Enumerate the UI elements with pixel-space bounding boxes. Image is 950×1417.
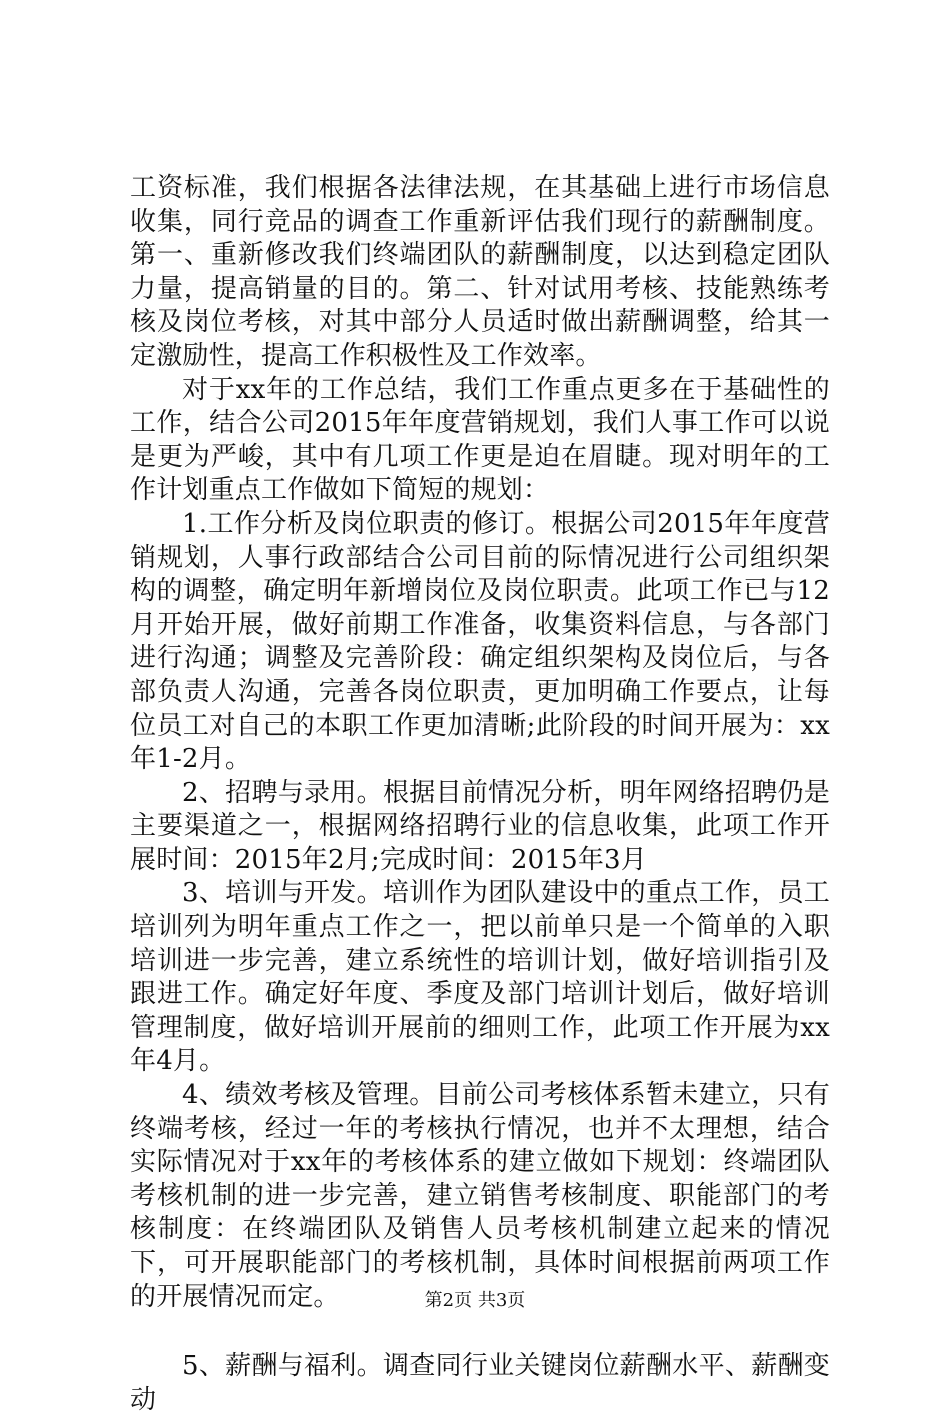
paragraph-training: 3、培训与开发。培训作为团队建设中的重点工作，员工培训列为明年重点工作之一，把以前单只是一个简单的入职培训进一步完善，建立系统性的培训计划，做好培训指引及跟进工作。确定好年度、季度及部门培训计划后，做好培训管理制度，做好培训开展前的细则工作，此项工作开展为xx年4月。 <box>130 878 830 1077</box>
paragraph-salary-standard: 工资标准，我们根据各法律法规，在其基础上进行市场信息收集，同行竞品的调查工作重新评估我们现行的薪酬制度。第一、重新修改我们终端团队的薪酬制度，以达到稳定团队力量，提高销量的目的。第二、针对试用考核、技能熟练考核及岗位考核，对其中部分人员适时做出薪酬调整，给其一定激励性，提高工作积极性及工作效率。 <box>130 173 830 371</box>
paragraph-performance: 4、绩效考核及管理。目前公司考核体系暂未建立，只有终端考核，经过一年的考核执行情况，也并不太理想，结合实际情况对于xx年的考核体系的建立做如下规划：终端团队考核机制的进一步完善，建立销售考核制度、职能部门的考核制度：在终端团队及销售人员考核机制建立起来的情况下，可开展职能部门的考核机制，具体时间根据前两项工作的开展情况而定。 <box>130 1080 830 1312</box>
paragraph-job-analysis: 1.工作分析及岗位职责的修订。根据公司2015年年度营销规划，人事行政部结合公司目前的际情况进行公司组织架构的调整，确定明年新增岗位及岗位职责。此项工作已与12月开始开展，做好前期工作准备，收集资料信息，与各部门进行沟通；调整及完善阶段：确定组织架构及岗位后，与各部负责人沟通，完善各岗位职责，更加明确工作要点，让每位员工对自己的本职工作更加清晰;此阶段的时间开展为：xx年1-2月。 <box>130 508 830 775</box>
paragraph-recruitment: 2、招聘与录用。根据目前情况分析，明年网络招聘仍是主要渠道之一，根据网络招聘行业的信息收集，此项工作开展时间：2015年2月;完成时间：2015年3月 <box>130 777 830 875</box>
paragraph-work-summary: 对于xx年的工作总结，我们工作重点更多在于基础性的工作，结合公司2015年年度营销规划，我们人事工作可以说是更为严峻，其中有几项工作更是迫在眉睫。现对明年的工作计划重点工作做如下简短的规划： <box>130 374 830 506</box>
page-number-footer: 第2页 共3页 <box>424 1290 526 1311</box>
paragraph-compensation: 5、薪酬与福利。调查同行业关键岗位薪酬水平、薪酬变动 <box>130 1351 830 1415</box>
document-body <box>130 172 830 1417</box>
